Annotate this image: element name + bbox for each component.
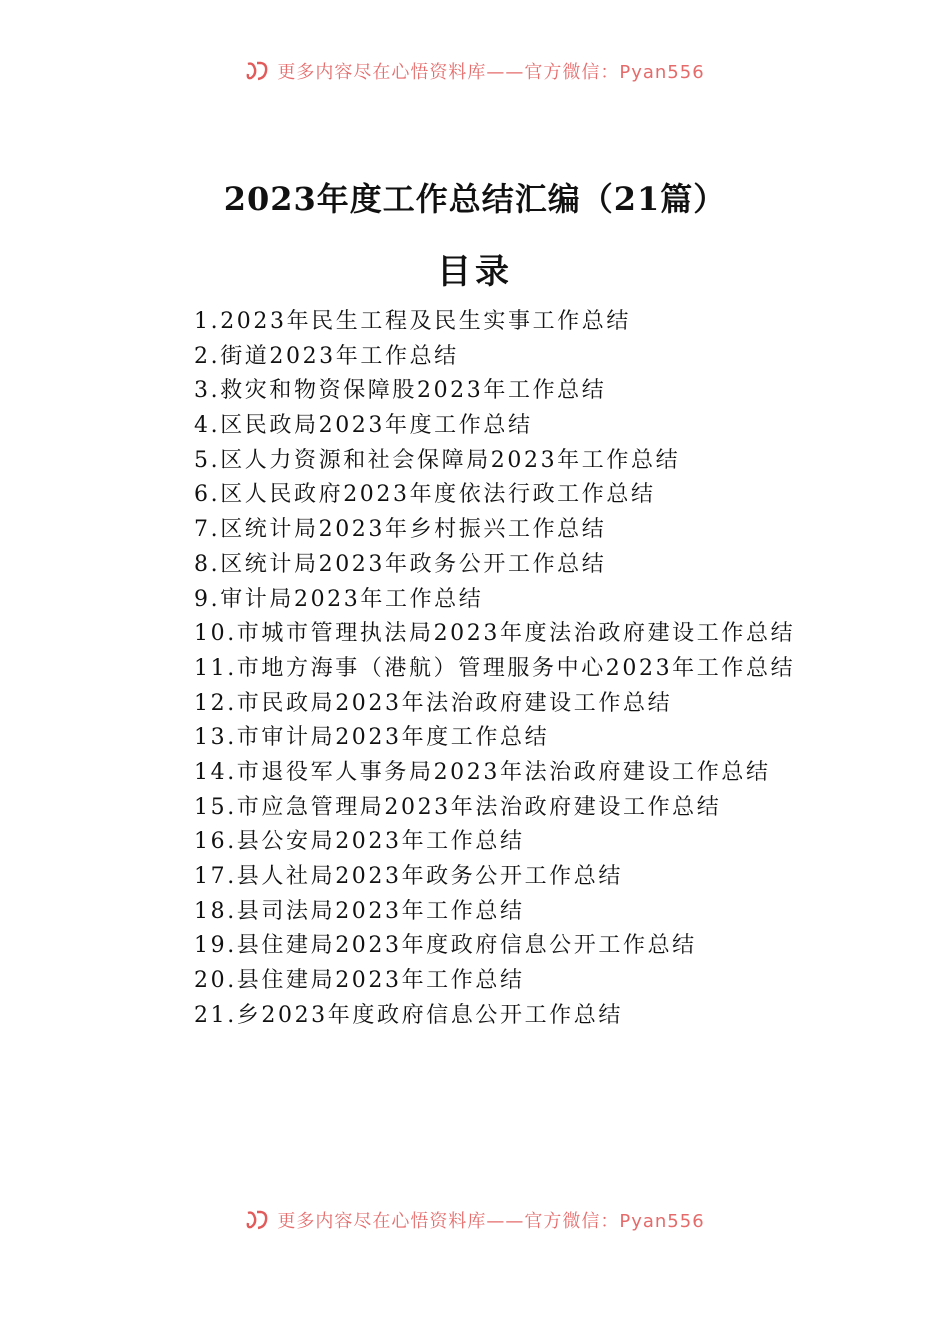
toc-item: 6.区人民政府2023年度依法行政工作总结 — [194, 482, 656, 508]
footer-watermark — [0, 1206, 950, 1234]
toc-item: 4.区民政局2023年度工作总结 — [194, 413, 533, 439]
toc-item: 8.区统计局2023年政务公开工作总结 — [194, 551, 607, 577]
toc-item: 7.区统计局2023年乡村振兴工作总结 — [194, 517, 607, 543]
toc-item: 19.县住建局2023年度政府信息公开工作总结 — [194, 933, 697, 959]
header-watermark — [0, 57, 950, 85]
document-title: 2023年度工作总结汇编（21篇） — [223, 180, 727, 218]
toc-item: 10.市城市管理执法局2023年度法治政府建设工作总结 — [194, 621, 796, 647]
toc-item: 20.县住建局2023年工作总结 — [194, 968, 525, 994]
watermark-logo-icon — [245, 1209, 271, 1231]
toc-item: 11.市地方海事（港航）管理服务中心2023年工作总结 — [194, 655, 796, 681]
toc-item: 16.县公安局2023年工作总结 — [194, 829, 525, 855]
toc-item: 14.市退役军人事务局2023年法治政府建设工作总结 — [194, 759, 771, 785]
toc-item: 5.区人力资源和社会保障局2023年工作总结 — [194, 447, 681, 473]
toc-item: 18.县司法局2023年工作总结 — [194, 898, 525, 924]
header-watermark-text: 更多内容尽在心悟资料库——官方微信：Pyan556 — [277, 62, 705, 83]
toc-item: 2.街道2023年工作总结 — [194, 343, 459, 369]
toc-item: 1.2023年民生工程及民生实事工作总结 — [194, 309, 631, 334]
footer-watermark-text: 更多内容尽在心悟资料库——官方微信：Pyan556 — [277, 1211, 705, 1232]
table-of-contents — [194, 305, 795, 1033]
toc-item: 13.市审计局2023年度工作总结 — [194, 725, 550, 751]
toc-item: 9.审计局2023年工作总结 — [194, 586, 484, 612]
toc-heading: 目录 — [437, 252, 513, 292]
toc-item: 3.救灾和物资保障股2023年工作总结 — [194, 378, 607, 404]
watermark-logo-icon — [245, 60, 271, 82]
toc-item: 17.县人社局2023年政务公开工作总结 — [194, 864, 623, 889]
toc-item: 12.市民政局2023年法治政府建设工作总结 — [194, 690, 673, 716]
toc-item: 15.市应急管理局2023年法治政府建设工作总结 — [194, 794, 722, 820]
toc-item: 21.乡2023年度政府信息公开工作总结 — [194, 1002, 623, 1028]
